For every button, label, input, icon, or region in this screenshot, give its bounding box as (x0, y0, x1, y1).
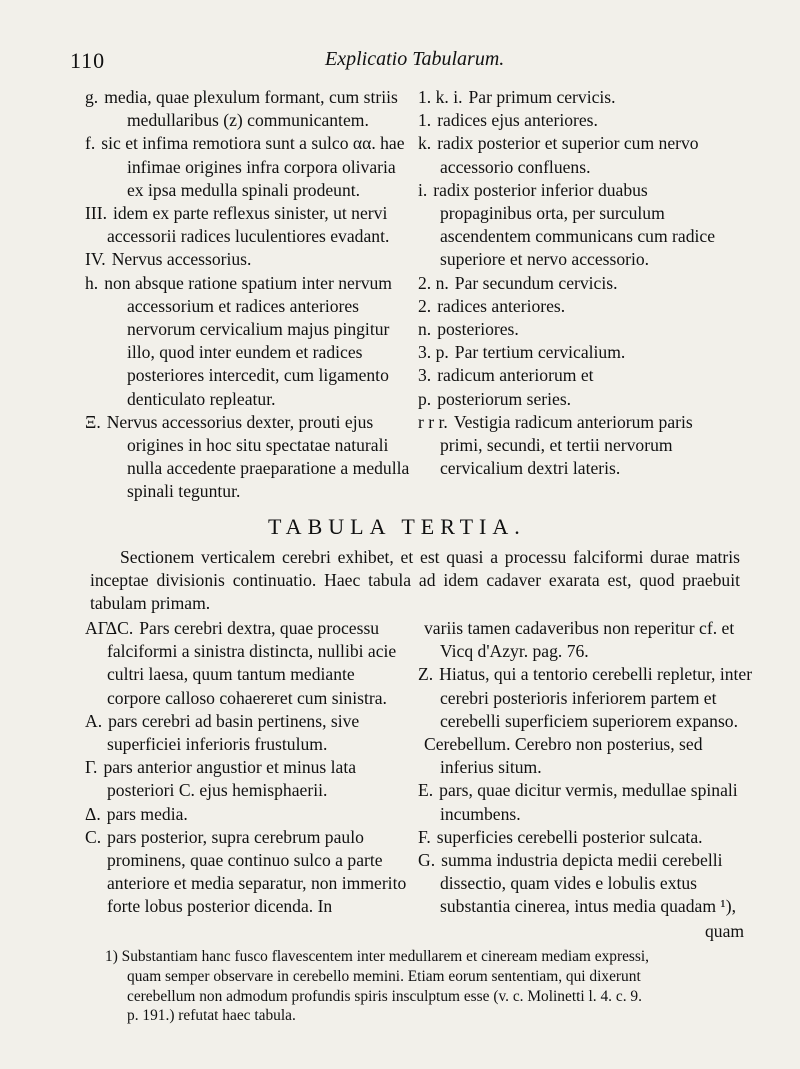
footnote-line: quam semper observare in cerebello memini. Etiam eorum sententiam, qui dixerunt (127, 967, 641, 985)
entry: 1. k. i. Par primum cervicis. (418, 87, 616, 107)
left-column-top (85, 86, 410, 504)
entry: p. posteriorum series. (418, 388, 572, 409)
footnote-line: p. 191.) refutat haec tabula. (127, 1007, 296, 1025)
entry: n. posteriores. (418, 319, 519, 340)
entry: III. idem ex parte reflexus sinister, ut nervi accessorii radices luculentiores evadant. (85, 203, 390, 247)
footnote-line: cerebellum non admodum profundis spiris insculptum esse (v. c. Molinetti l. 4. c. 9. (127, 987, 642, 1005)
entry: h. non absque ratione spatium inter nervum accessorium et radices anteriores nervorum cervicalium majus pingitur illo, quod inter eundem et radices posteriores intercedit, cum ligamento denticulato repleatur. (85, 272, 392, 409)
entry: 3. p. Par tertium cervicalium. (418, 342, 626, 363)
entry: E. pars, quae dicitur vermis, medullae spinali incumbens. (418, 780, 738, 824)
entry: 2. radices anteriores. (418, 295, 566, 316)
entry: r r r. Vestigia radicum anteriorum paris primi, secundi, et tertii nervorum cervicalium dextri lateris. (418, 411, 693, 479)
entry: Δ. pars media. (85, 803, 188, 824)
entry: C. pars posterior, supra cerebrum paulo prominens, quae continuo sulco a parte anteriore et media separatur, non immerito forte lobus posterior dicenda. In (85, 826, 407, 917)
entry: k. radix posterior et superior cum nervo accessorio confluens. (418, 133, 699, 177)
page-header (70, 48, 730, 78)
right-column-top (418, 86, 736, 480)
entry: IV. Nervus accessorius. (85, 249, 252, 270)
entry: 2. n. Par secundum cervicis. (418, 272, 618, 293)
footnote (105, 947, 755, 1026)
entry: A. pars cerebri ad basin pertinens, sive superficiei inferioris frustulum. (85, 710, 360, 755)
entry: 3. radicum anteriorum et (418, 365, 594, 386)
entry: variis tamen cadaveribus non reperitur cf. et Vicq d'Azyr. pag. 76. (424, 618, 735, 662)
entry: f. sic et infima remotiora sunt a sulco αα. hae infimae origines infra corpora olivaria ex ipsa medulla spinali prodeunt. (85, 133, 405, 200)
catchword: quam (705, 921, 745, 941)
running-title: Explicatio Tabularum. (325, 48, 505, 70)
entry: Ξ. Nervus accessorius dexter, prouti ejus origines in hoc situ spectatae naturali nulla accedente praeparatione a medulla spinali teguntur. (85, 411, 410, 502)
section-title: TABULA TERTIA. (268, 514, 526, 539)
entry: 1. radices ejus anteriores. (418, 110, 598, 131)
left-column-bottom (85, 617, 410, 919)
footnote-line: 1) Substantiam hanc fusco flavescentem inter medullarem et cineream mediam expressi, (105, 948, 650, 965)
entry: g. media, quae plexulum formant, cum striis medullaribus (z) communicantem. (85, 87, 398, 131)
right-column-bottom (418, 617, 753, 919)
entry: ΑΓΔC. Pars cerebri dextra, quae processu falciformi a sinistra distincta, nullibi acie cultri laesa, quum tantum mediante corpore calloso cohaereret cum sinistra. (85, 618, 397, 708)
entry: G. summa industria depicta medii cerebelli dissectio, quam vides e lobulis extus substantia cinerea, intus media quadam ¹), (418, 850, 736, 917)
entry: F. superficies cerebelli posterior sulcata. (418, 826, 703, 847)
entry: Γ. pars anterior angustior et minus lata posteriori C. ejus hemisphaerii. (85, 757, 357, 801)
page-number: 110 (70, 48, 106, 73)
entry: i. radix posterior inferior duabus propaginibus orta, per surculum ascendentem communicans cum radice superiore et nervo accessorio. (418, 179, 716, 270)
intro-paragraph: Sectionem verticalem cerebri exhibet, et est quasi a processu falciformi durae matris inceptae divisionis continuatio. Haec tabula ad idem cadaver exarata est, quod praebuit tabulam primam. (90, 547, 740, 614)
entry: Cerebellum. Cerebro non posterius, sed inferius situm. (424, 734, 703, 778)
entry: Z. Hiatus, qui a tentorio cerebelli repletur, inter cerebri posterioris inferiorem partem et cerebelli superficiem superiorem expanso. (418, 664, 753, 731)
